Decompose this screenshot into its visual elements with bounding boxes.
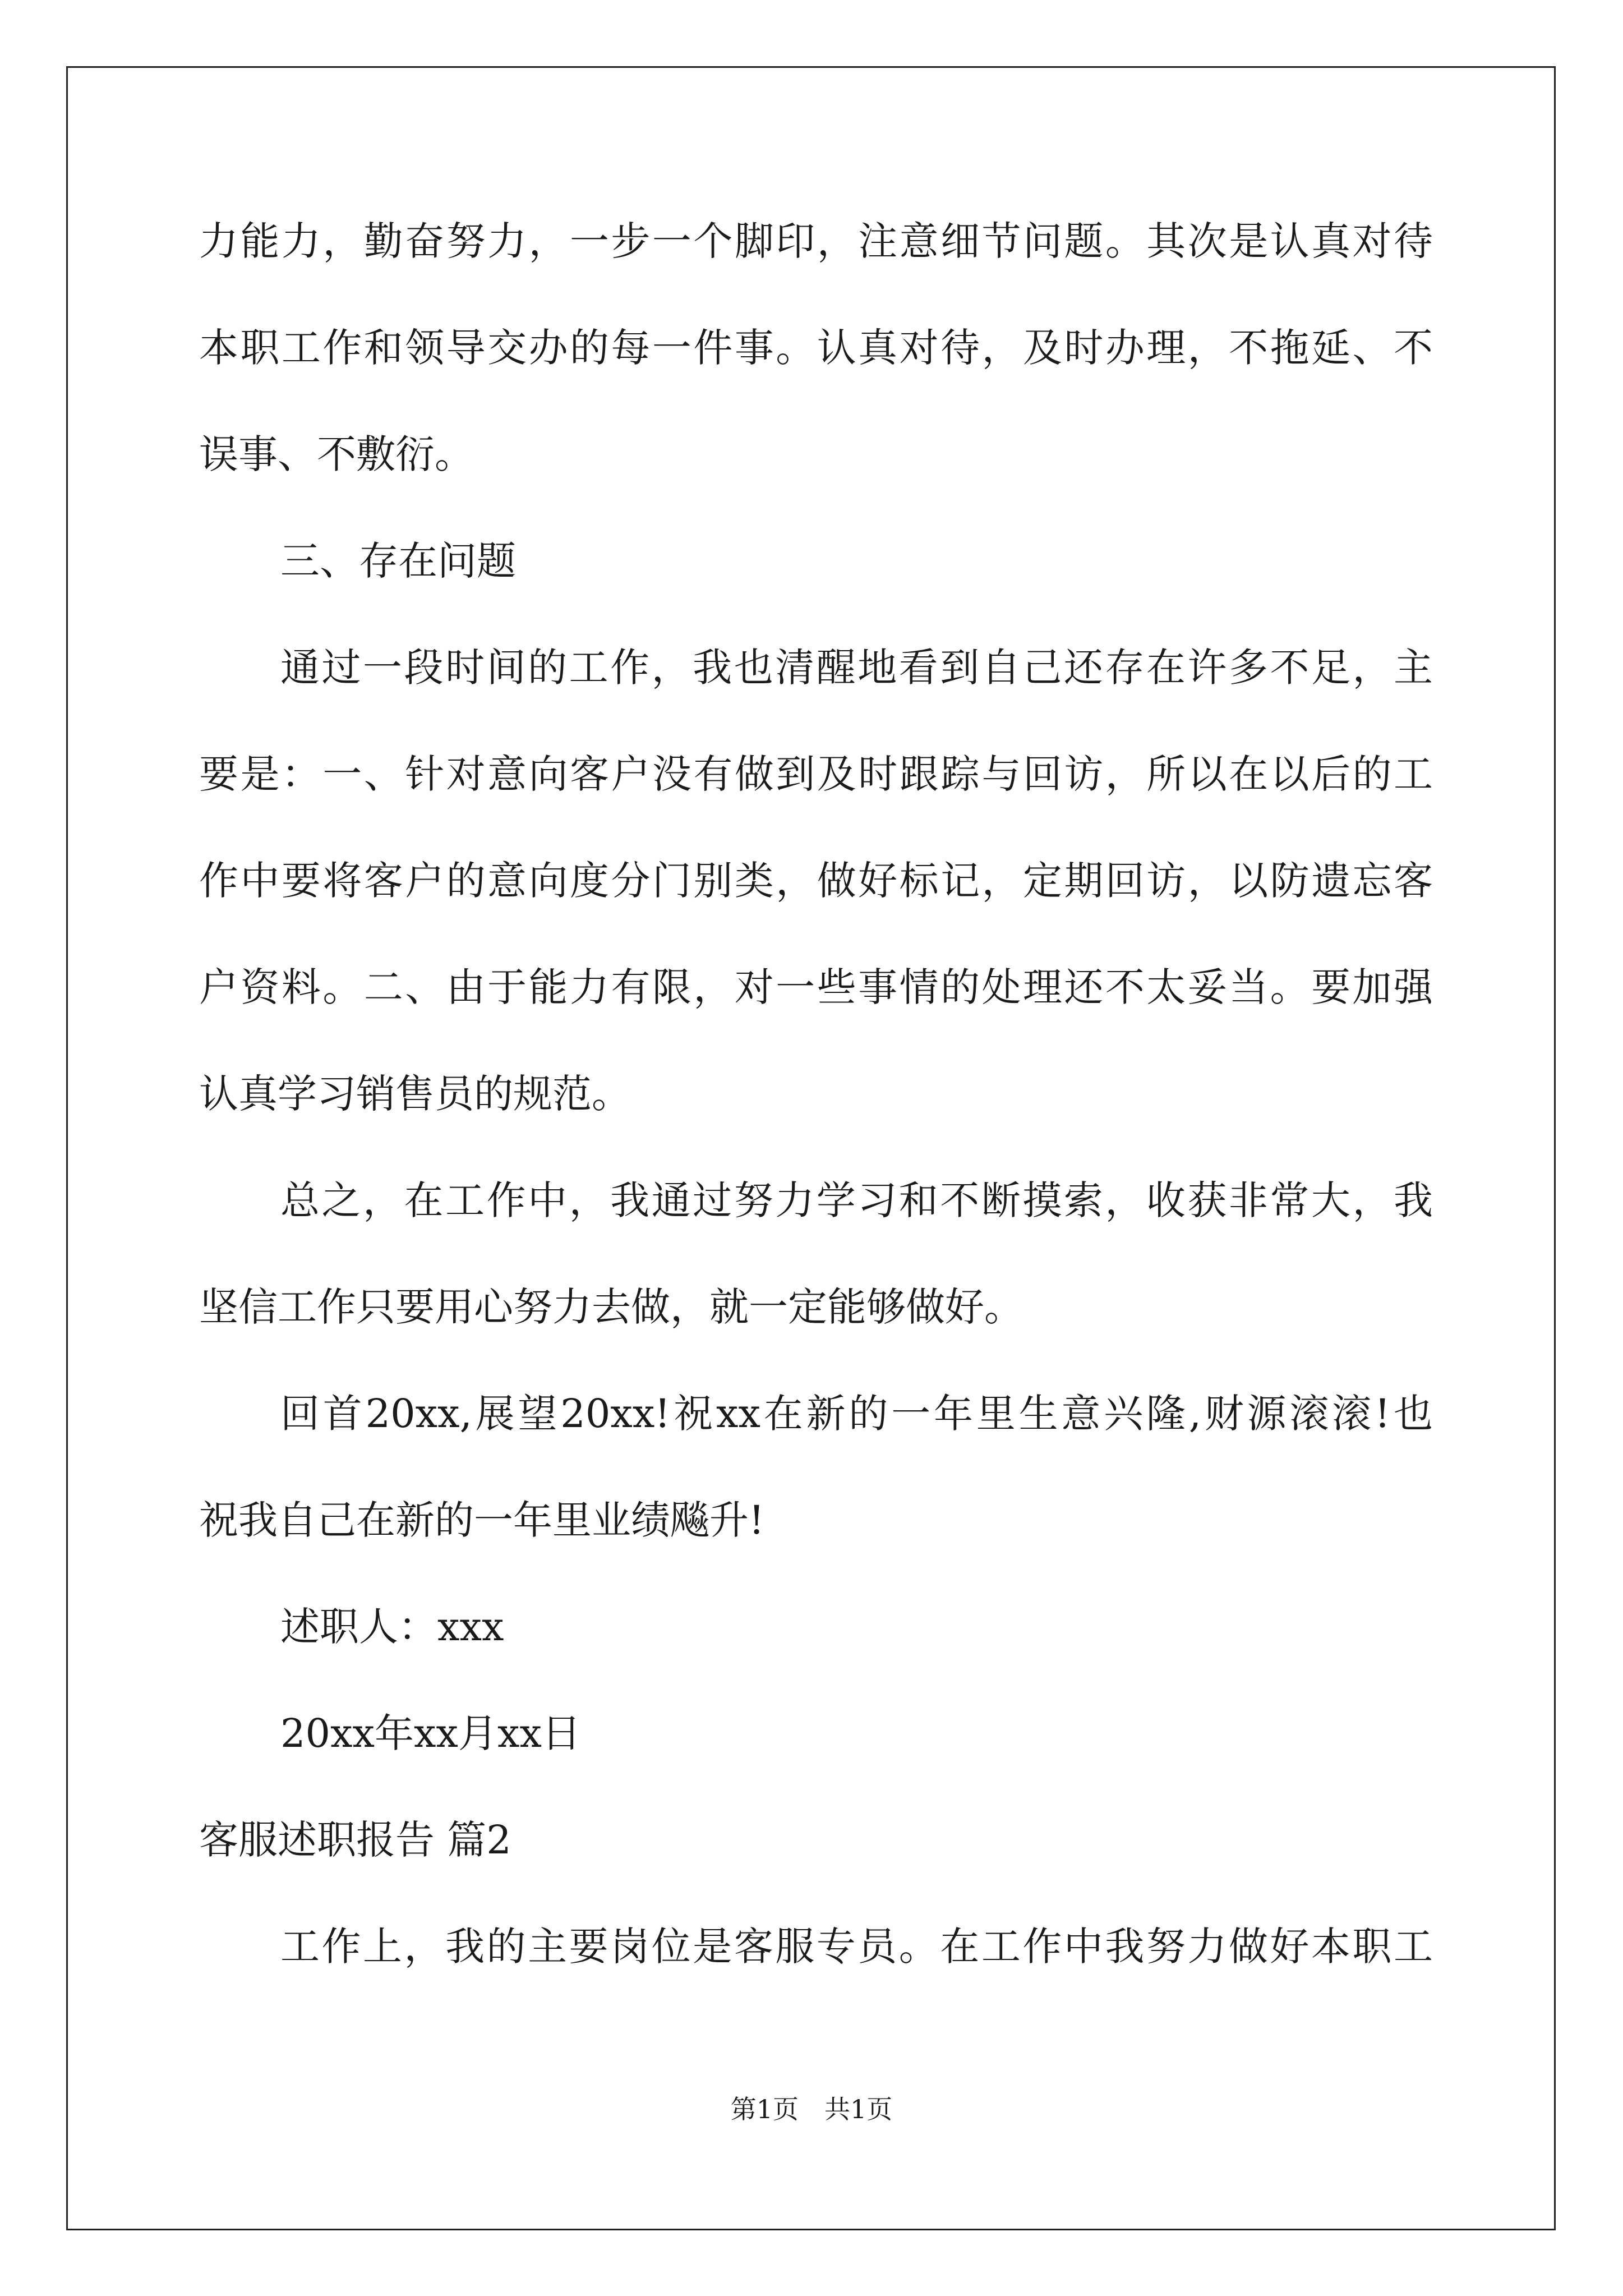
text-line: 总之，在工作中，我通过努力学习和不断摸索，收获非常大，我 <box>280 1177 1433 1223</box>
text-line: 本职工作和领导交办的每一件事。认真对待，及时办理，不拖延、不 <box>199 325 1433 371</box>
text-line: 作中要将客户的意向度分门别类，做好标记，定期回访，以防遗忘客 <box>199 858 1433 904</box>
text-line: 坚信工作只要用心努力去做，就一定能够做好。 <box>199 1284 1023 1330</box>
section-title: 客服述职报告 篇2 <box>199 1817 511 1863</box>
text-line: 要是：一、针对意向客户没有做到及时跟踪与回访，所以在以后的工 <box>199 751 1433 797</box>
text-line: 祝我自己在新的一年里业绩飚升! <box>199 1497 765 1543</box>
date-line: 20xx年xx月xx日 <box>280 1710 581 1756</box>
text-line: 通过一段时间的工作，我也清醒地看到自己还存在许多不足，主 <box>280 645 1433 691</box>
text-line: 认真学习销售员的规范。 <box>199 1071 631 1117</box>
text-line: 回首20xx,展望20xx!祝xx在新的一年里生意兴隆,财源滚滚!也 <box>280 1391 1433 1437</box>
section-heading: 三、存在问题 <box>280 538 516 584</box>
text-line: 户资料。二、由于能力有限，对一些事情的处理还不太妥当。要加强 <box>199 964 1433 1010</box>
text-line: 力能力，勤奋努力，一步一个脚印，注意细节问题。其次是认真对待 <box>199 218 1433 264</box>
page-footer: 第1页 共1页 <box>730 2094 893 2124</box>
page-border <box>66 66 1556 2230</box>
text-line: 工作上，我的主要岗位是客服专员。在工作中我努力做好本职工 <box>280 1924 1433 1970</box>
text-line: 误事、不敷衍。 <box>199 431 474 477</box>
signature-line: 述职人：xxx <box>280 1604 504 1650</box>
